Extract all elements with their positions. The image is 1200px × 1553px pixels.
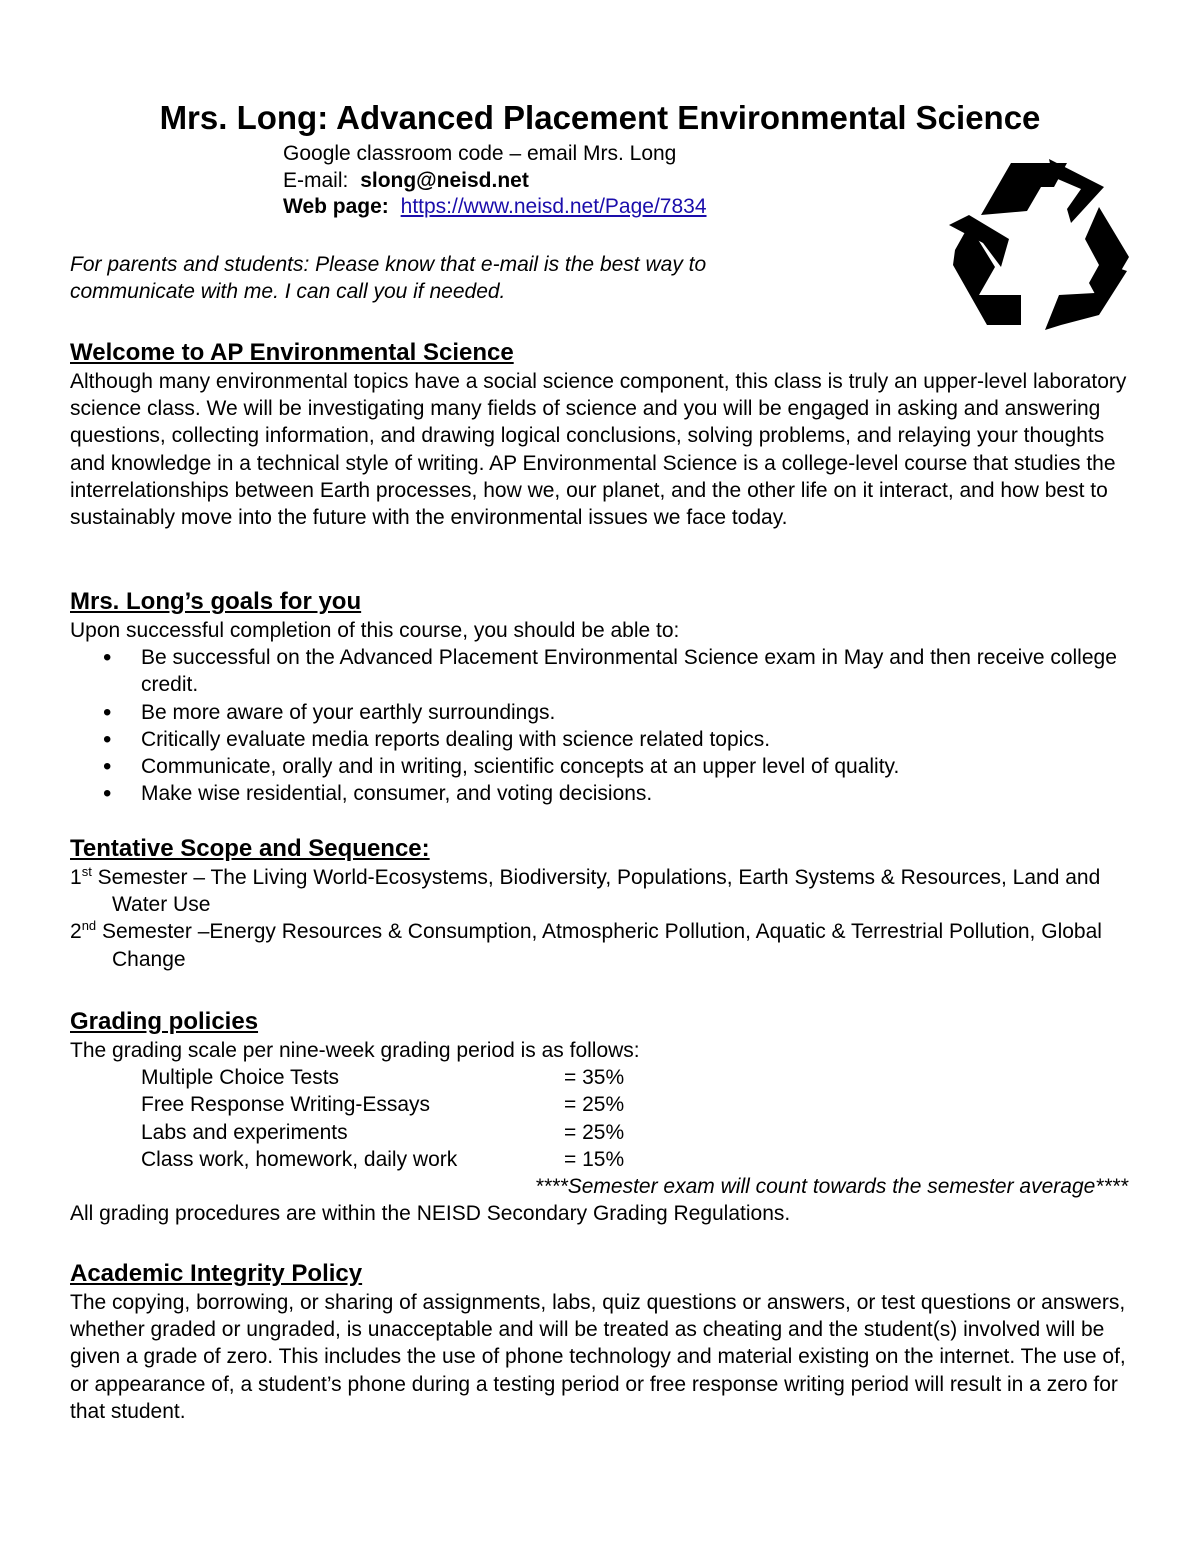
webpage-link[interactable]: https://www.neisd.net/Page/7834 (400, 195, 707, 218)
list-item: • Communicate, orally and in writing, scientific concepts at an upper level of quality. (70, 753, 1135, 780)
semester-1-sup: st (81, 864, 92, 879)
grading-row-value: = 25% (564, 1120, 625, 1144)
welcome-section (70, 338, 1135, 531)
integrity-section (70, 1259, 1135, 1425)
grading-row-value: = 25% (564, 1093, 625, 1117)
page-title: Mrs. Long: Advanced Placement Environmental Science (159, 99, 1041, 136)
integrity-heading: Academic Integrity Policy (70, 1260, 363, 1287)
goals-heading: Mrs. Long’s goals for you (70, 588, 362, 615)
grading-intro: The grading scale per nine-week grading period is as follows: (70, 1039, 640, 1062)
semester-1 (70, 864, 1135, 918)
contact-note: For parents and students: Please know that e-mail is the best way to communicate with me. I can call you if needed. (70, 253, 707, 303)
grading-row-value: = 15% (564, 1147, 625, 1171)
goals-section (70, 587, 1135, 807)
semester-2-text: Semester –Energy Resources & Consumption, Atmospheric Pollution, Aquatic & Terrestrial Pollution, Global Change (96, 920, 1102, 971)
grading-section (70, 1007, 1135, 1227)
list-item: • Make wise residential, consumer, and voting decisions. (70, 780, 1135, 807)
grading-heading: Grading policies (70, 1008, 259, 1035)
email-value: slong@neisd.net (360, 168, 529, 192)
webpage-label: Web page: (283, 195, 389, 218)
semester-2-num: 2 (70, 920, 82, 944)
email-row (283, 168, 707, 195)
grading-row (70, 1119, 1135, 1146)
grading-row-label: Class work, homework, daily work (141, 1147, 458, 1171)
scope-section (70, 834, 1135, 973)
semester-1-num: 1 (70, 866, 82, 889)
semester-exam-note: ****Semester exam will count towards the semester average**** (535, 1174, 1128, 1198)
semester-2 (70, 918, 1135, 972)
welcome-body: Although many environmental topics have a social science component, this class is truly an upper-level laboratory science class. We will be investigating many fields of science and you will be engaged in asking and answering questions, collecting information, and drawing logical conclusions, solving problems, and relaying your thoughts and knowledge in a technical style of writing. AP Environmental Science is a college-level course that studies the interrelationships between Earth processes, how we, our planet, and the other life on it interact, and how best to sustainably move into the future with the environmental issues we face today. (70, 370, 1127, 530)
list-item: • Be more aware of your earthly surroundings. (70, 699, 1135, 726)
grading-row-label: Multiple Choice Tests (141, 1066, 340, 1090)
classroom-line: Google classroom code – email Mrs. Long (283, 142, 677, 165)
grading-row (70, 1091, 1135, 1118)
scope-heading: Tentative Scope and Sequence: (70, 835, 430, 862)
grading-row-label: Labs and experiments (141, 1120, 348, 1144)
grading-row (70, 1146, 1135, 1173)
email-label: E-mail: (283, 168, 349, 192)
grading-row (70, 1064, 1135, 1091)
semester-2-sup: nd (81, 918, 97, 934)
contact-block (283, 141, 707, 221)
list-item: • Critically evaluate media reports dealing with science related topics. (70, 726, 1135, 753)
grading-footer: All grading procedures are within the NEISD Secondary Grading Regulations. (70, 1202, 791, 1226)
webpage-row (283, 194, 707, 221)
semester-1-text: Semester – The Living World-Ecosystems, Biodiversity, Populations, Earth Systems & Resources, Land and Water Use (91, 866, 1101, 917)
grading-row-label: Free Response Writing-Essays (141, 1093, 431, 1117)
recycle-icon (949, 155, 1132, 330)
integrity-body: The copying, borrowing, or sharing of assignments, labs, quiz questions or answers, or test questions or answers, whether graded or ungraded, is unacceptable and will be treated as cheating and the student(s) involved will be given a grade of zero. This includes the use of phone technology and material existing on the internet. The use of, or appearance of, a student’s phone during a testing period or free response writing period will result in a zero for that student. (70, 1291, 1126, 1423)
list-item: • Be successful on the Advanced Placement Environmental Science exam in May and then receive college credit. (70, 644, 1135, 698)
grading-row-value: = 35% (564, 1066, 625, 1090)
goals-list (70, 644, 1135, 807)
goals-intro: Upon successful completion of this course, you should be able to: (70, 619, 680, 642)
welcome-heading: Welcome to AP Environmental Science (70, 339, 514, 366)
